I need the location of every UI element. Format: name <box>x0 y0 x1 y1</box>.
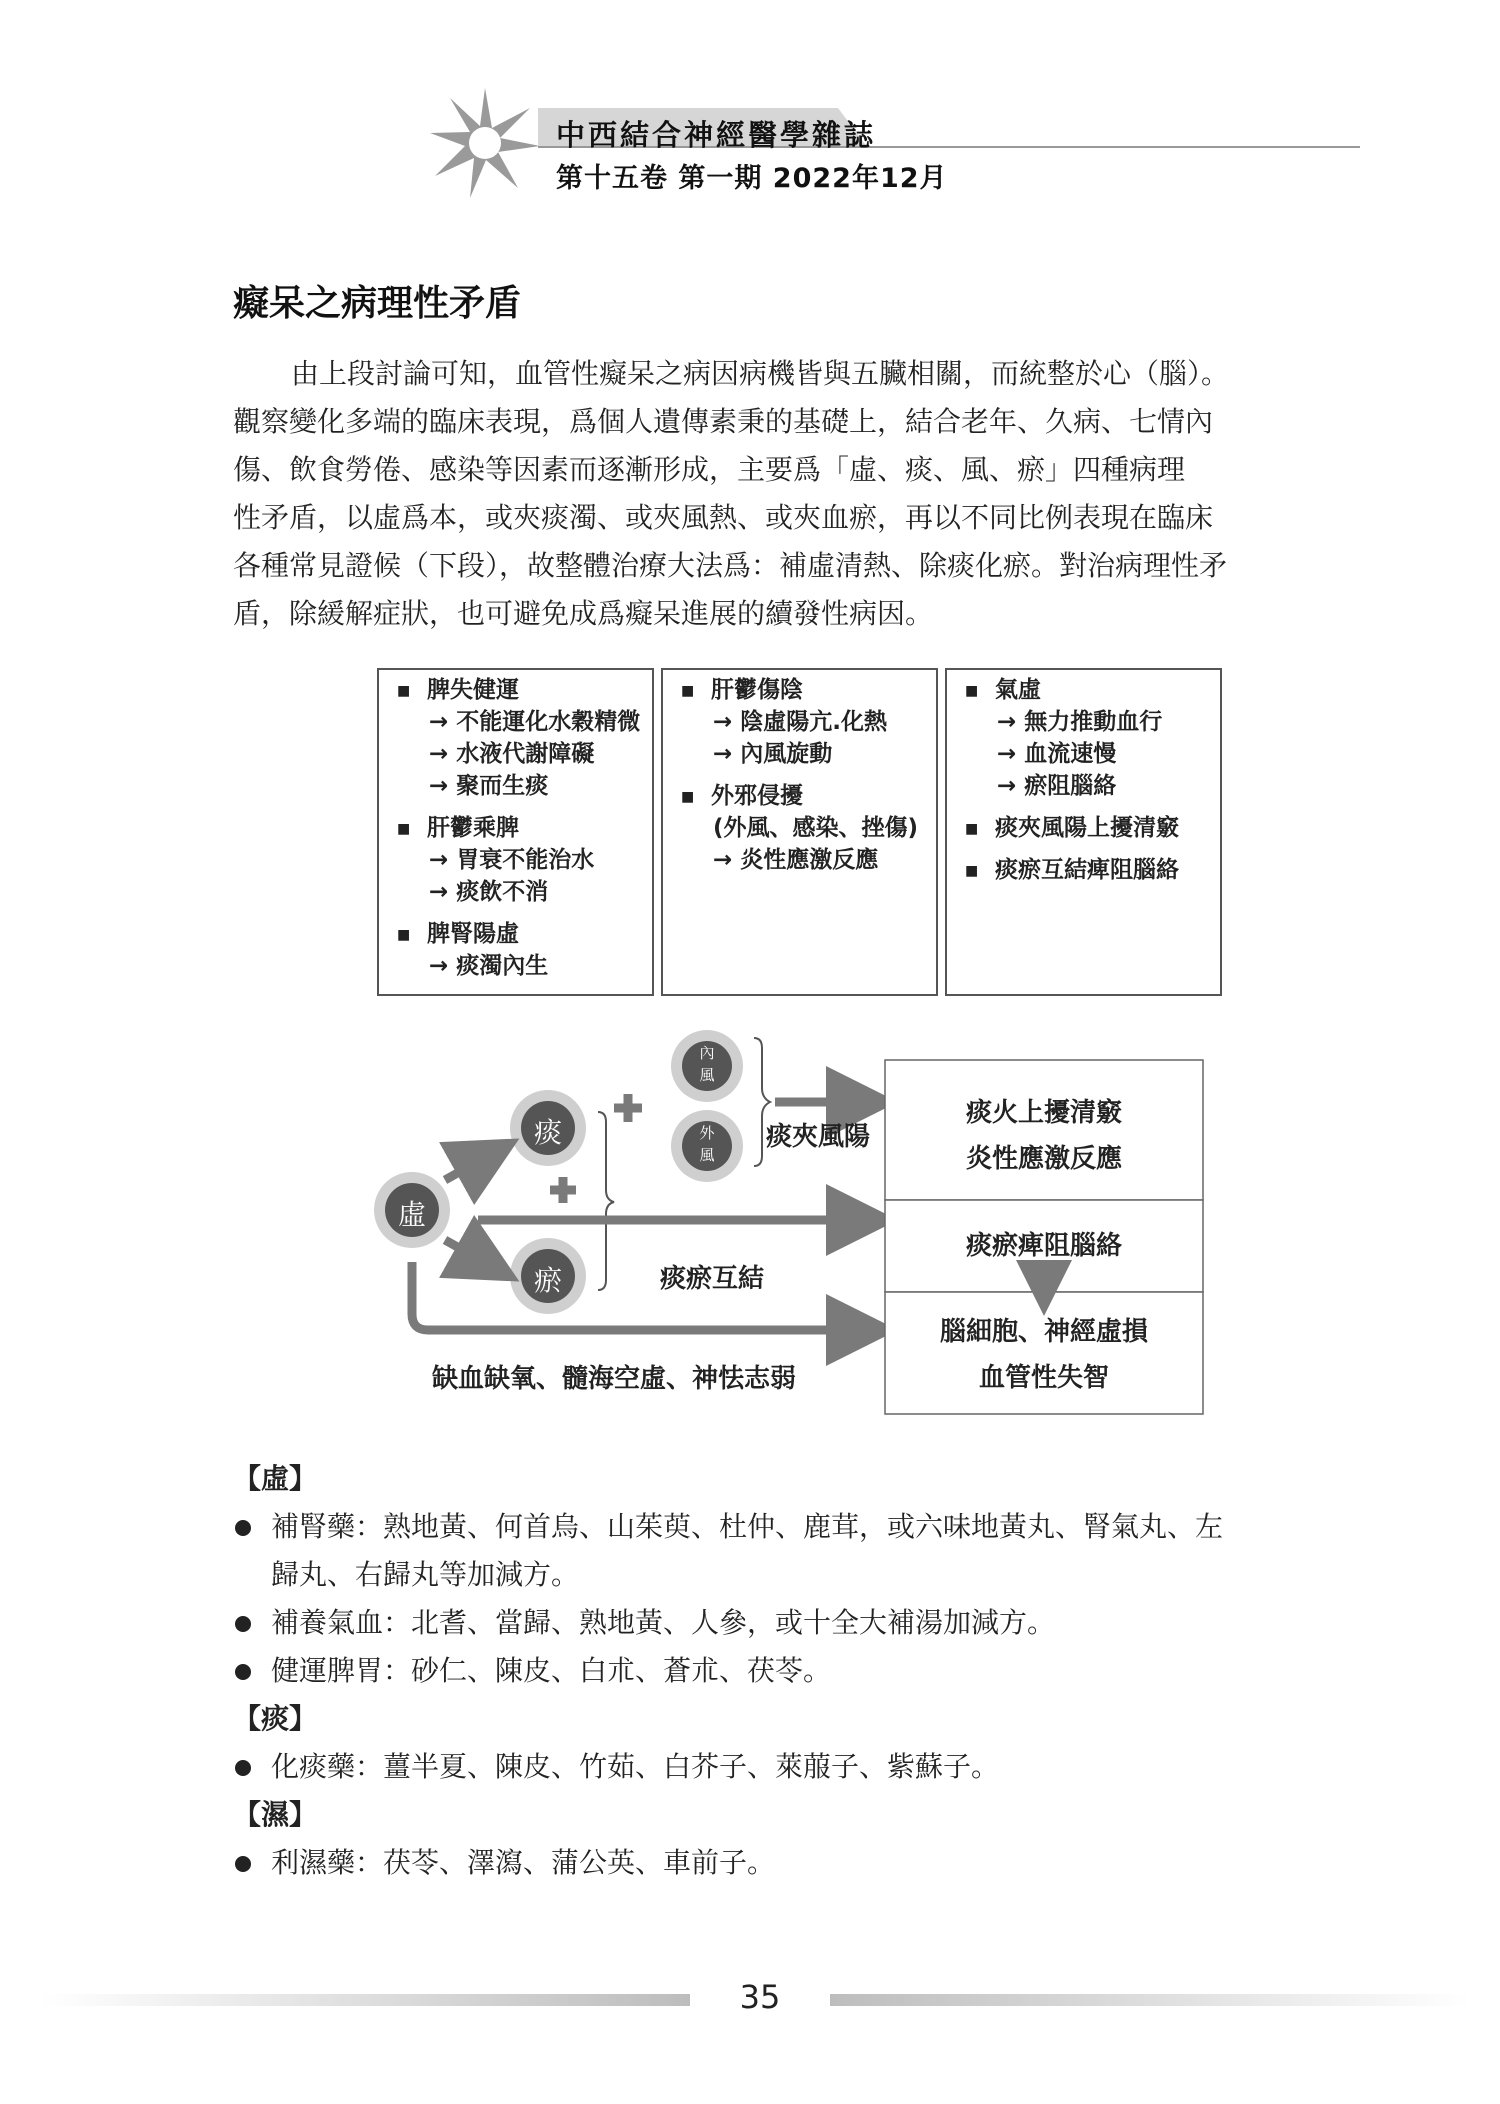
box-subline: → 痰濁內生 <box>429 953 549 979</box>
box-subline: → 痰飲不消 <box>429 879 549 905</box>
mechanism-box-feng <box>661 668 938 996</box>
list-item-text: 歸丸、右歸丸等加減方。 <box>271 1558 580 1591</box>
paragraph-line: 由上段討論可知，血管性癡呆之病因病機皆與五臟相關，而統整於心（腦）。 <box>291 357 1230 390</box>
box-gap <box>957 844 1210 854</box>
star-burst-icon <box>430 88 540 198</box>
yu-label: 瘀 <box>533 1264 562 1297</box>
box-subline: → 炎性應激反應 <box>713 847 879 873</box>
box-subline: → 不能運化水穀精微 <box>429 709 641 735</box>
category-heading: 【痰】 <box>233 1702 318 1735</box>
box-subline: → 血流速慢 <box>997 741 1117 767</box>
box-heading: ■ 痰夾風陽上擾清竅 <box>957 812 1210 844</box>
tan-label: 痰 <box>533 1116 562 1149</box>
mechanism-box-yu <box>945 668 1222 996</box>
result-1-line-1: 痰火上擾清竅 <box>965 1098 1122 1128</box>
box-heading: ■ 脾失健運 <box>389 674 642 706</box>
box-heading: ■ 肝鬱傷陰 <box>673 674 926 706</box>
box-gap <box>389 908 642 918</box>
result-2: 痰瘀痺阻腦絡 <box>965 1231 1122 1261</box>
paragraph-line: 觀察變化多端的臨床表現，爲個人遺傳素秉的基礎上，結合老年、久病、七情內 <box>233 405 1214 438</box>
box-heading: ■ 痰瘀互結痺阻腦絡 <box>957 854 1210 886</box>
list-item-text: 補養氣血：北耆、當歸、熟地黃、人參，或十全大補湯加減方。 <box>271 1606 1056 1639</box>
box-subline: → 無力推動血行 <box>997 709 1163 735</box>
box-subline: → 瘀阻腦絡 <box>997 773 1117 799</box>
list-item-text: 健運脾胃：砂仁、陳皮、白朮、蒼朮、茯苓。 <box>271 1654 832 1687</box>
waifeng-label: 外風 <box>699 1124 715 1164</box>
result-3-line-1: 腦細胞、神經虛損 <box>939 1317 1148 1347</box>
box-heading: ■ 氣虛 <box>957 674 1210 706</box>
list-item-text: 利濕藥：茯苓、澤瀉、蒲公英、車前子。 <box>271 1846 776 1879</box>
box-gap <box>957 802 1210 812</box>
box-subline: → 水液代謝障礙 <box>429 741 595 767</box>
paragraph-line: 各種常見證候（下段），故整體治療大法爲：補虛清熱、除痰化瘀。對治病理性矛 <box>233 549 1228 582</box>
body-paragraph <box>233 350 1363 638</box>
list-item-text: 補腎藥：熟地黃、何首烏、山茱萸、杜仲、鹿茸，或六味地黃丸、腎氣丸、左 <box>271 1510 1224 1543</box>
list-item <box>233 1647 1373 1695</box>
box-subline: → 聚而生痰 <box>429 773 549 799</box>
list-item <box>233 1503 1373 1599</box>
footer-bar-right <box>830 1994 1470 2006</box>
pathology-flow-diagram <box>370 1020 1220 1420</box>
box-subline: → 胃衰不能治水 <box>429 847 595 873</box>
footer-bar-left <box>40 1994 690 2006</box>
box-subline: → 內風旋動 <box>713 741 833 767</box>
neifeng-label: 內風 <box>699 1044 715 1084</box>
xu-label: 虛 <box>397 1198 426 1231</box>
list-item <box>233 1839 1373 1887</box>
category-heading: 【虛】 <box>233 1462 318 1495</box>
page-number: 35 <box>739 1978 781 2016</box>
box-heading: ■ 脾腎陽虛 <box>389 918 642 950</box>
section-title: 癡呆之病理性矛盾 <box>233 283 522 324</box>
issue-info: 第十五卷 第一期 2022年12月 <box>556 163 948 194</box>
journal-title: 中西結合神經醫學雜誌 <box>556 118 877 152</box>
paragraph-line: 性矛盾，以虛爲本，或夾痰濁、或夾風熱、或夾血瘀，再以不同比例表現在臨床 <box>233 501 1214 534</box>
paragraph-line: 傷、飲食勞倦、感染等因素而逐漸形成，主要爲「虛、痰、風、瘀」四種病理 <box>233 453 1186 486</box>
list-item <box>233 1599 1373 1647</box>
box-heading: ■ 外邪侵擾 <box>673 780 926 812</box>
result-3-line-2: 血管性失智 <box>978 1363 1109 1393</box>
result-1-line-2: 炎性應激反應 <box>965 1144 1122 1174</box>
box-gap <box>389 802 642 812</box>
paragraph-line: 盾，除緩解症狀，也可避免成爲癡呆進展的續發性病因。 <box>233 597 934 630</box>
box-subline: (外風、感染、挫傷) <box>713 815 919 841</box>
tan-jia-feng-yang-label: 痰夾風陽 <box>766 1122 871 1152</box>
box-gap <box>673 770 926 780</box>
mechanism-box-tan <box>377 668 654 996</box>
box-heading: ■ 肝鬱乘脾 <box>389 812 642 844</box>
treatment-list <box>233 1455 1373 1887</box>
tan-yu-hu-jie-label: 痰瘀互結 <box>660 1264 765 1294</box>
bottom-pathway-label: 缺血缺氧、髓海空虛、神怯志弱 <box>432 1364 797 1394</box>
list-item <box>233 1743 1373 1791</box>
list-item-text: 化痰藥：薑半夏、陳皮、竹茹、白芥子、萊菔子、紫蘇子。 <box>271 1750 1000 1783</box>
box-subline: → 陰虛陽亢.化熱 <box>713 709 888 735</box>
category-heading: 【濕】 <box>233 1798 318 1831</box>
